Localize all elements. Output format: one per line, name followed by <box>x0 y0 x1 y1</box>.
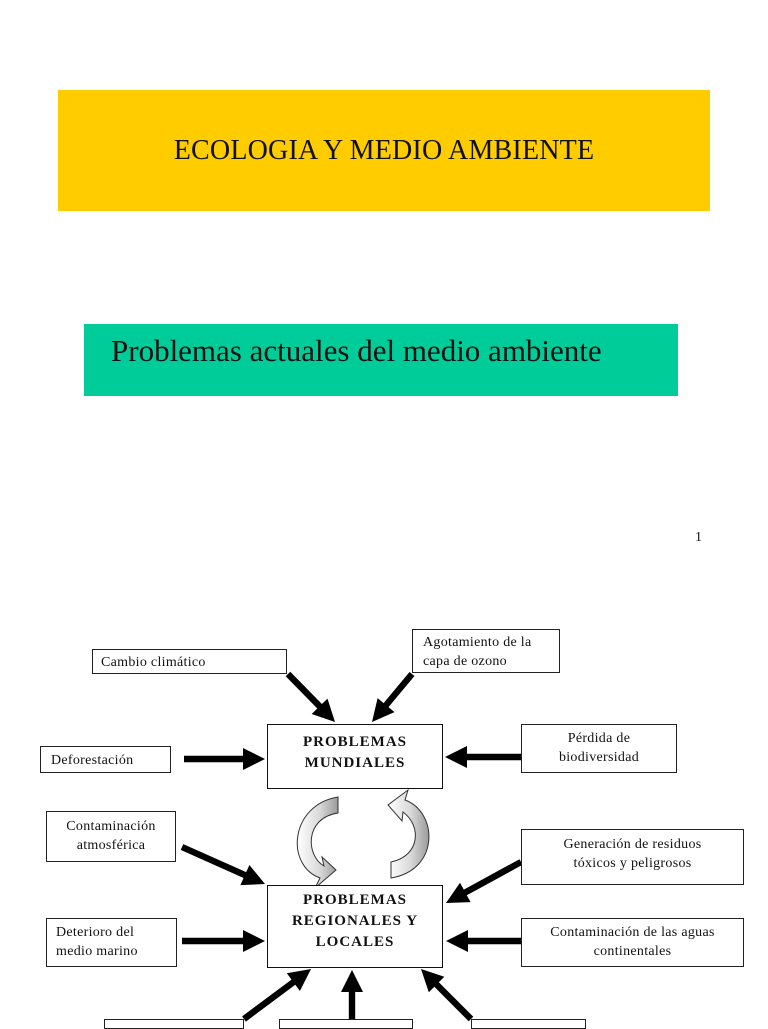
cycle-arrow-down-icon <box>297 797 338 888</box>
arrow-bottom-center <box>341 970 363 1019</box>
arrow-deforestacion <box>184 748 265 770</box>
arrow-bottom-left <box>242 969 311 1022</box>
arrow-deterioro-marino <box>182 930 265 952</box>
box-deforestacion: Deforestación <box>40 746 171 773</box>
box-contaminacion-aguas: Contaminación de las aguas continentales <box>521 918 744 967</box>
title-banner <box>58 90 710 211</box>
arrow-cambio-climatico <box>286 672 335 722</box>
box-deterioro-marino: Deterioro del medio marino <box>46 918 177 967</box>
cycle-arrow-up-icon <box>388 790 429 878</box>
box-perdida-biodiversidad: Pérdida de biodiversidad <box>521 724 677 773</box>
box-bottom-left-partial <box>104 1019 244 1029</box>
arrow-ozono <box>372 672 415 722</box>
arrow-biodiversidad <box>445 746 521 768</box>
slide-subtitle: Problemas actuales del medio ambiente <box>111 333 602 368</box>
subtitle-banner <box>84 324 678 396</box>
box-contaminacion-atmosferica: Contaminación atmosférica <box>46 811 176 862</box>
slide-title: ECOLOGIA Y MEDIO AMBIENTE <box>173 134 595 166</box>
arrow-contaminacion-atmosferica <box>181 844 265 885</box>
box-bottom-right-partial <box>471 1019 586 1029</box>
box-cambio-climatico: Cambio climático <box>92 649 287 674</box>
box-agotamiento-ozono: Agotamiento de la capa de ozono <box>412 629 560 673</box>
box-problemas-mundiales: PROBLEMAS MUNDIALES <box>267 724 443 789</box>
box-problemas-regionales: PROBLEMAS REGIONALES Y LOCALES <box>267 885 443 968</box>
arrow-bottom-right <box>421 969 473 1021</box>
box-bottom-center-partial <box>279 1019 413 1029</box>
box-residuos-toxicos: Generación de residuos tóxicos y peligrosos <box>521 829 744 885</box>
arrow-aguas <box>446 930 521 952</box>
page-number: 1 <box>695 530 702 545</box>
arrow-residuos <box>446 859 523 903</box>
